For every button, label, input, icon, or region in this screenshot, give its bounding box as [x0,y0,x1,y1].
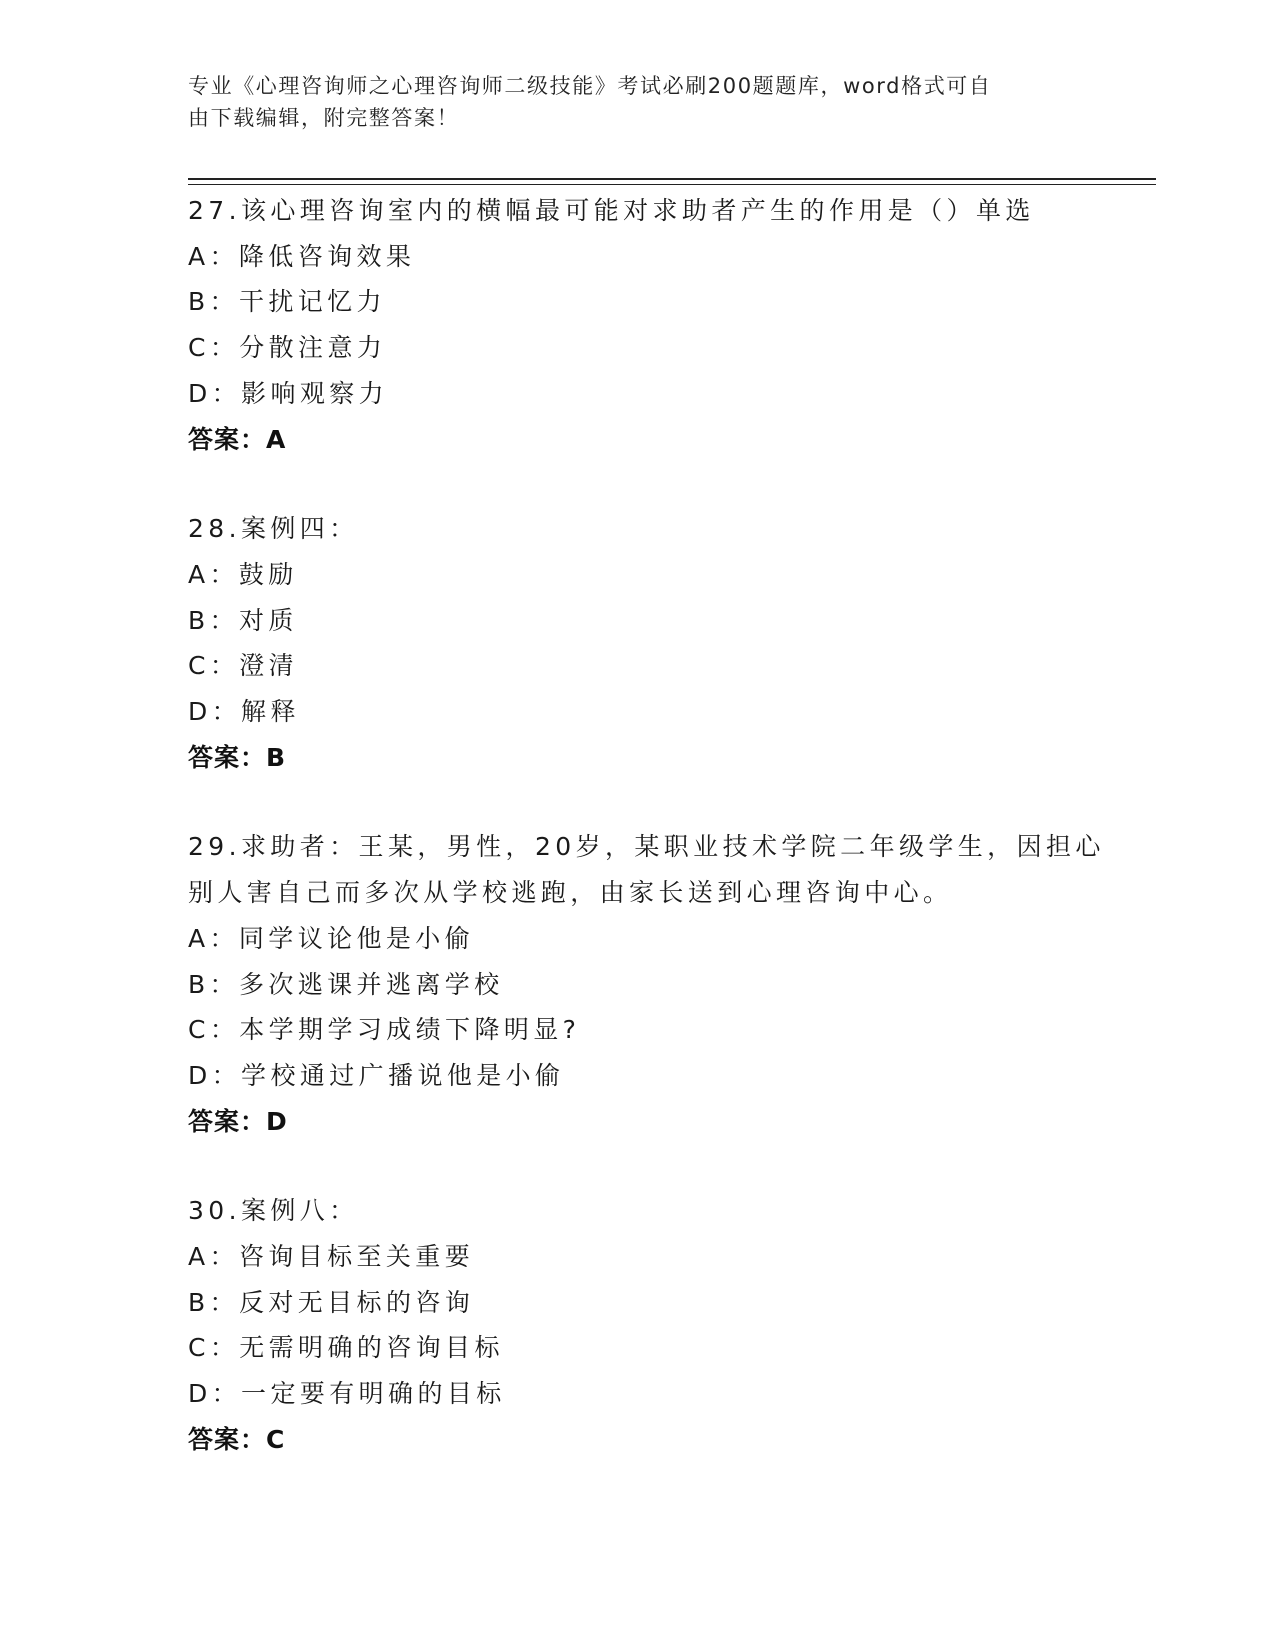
question-stem: 30.案例八： [188,1196,359,1226]
header-line-2: 由下载编辑，附完整答案！ [188,106,460,130]
option-d: D：一定要有明确的目标 [188,1379,506,1409]
option-b: B：干扰记忆力 [188,287,386,317]
answer: 答案：D [188,1106,288,1136]
option-a: A：鼓励 [188,559,298,589]
question-stem-line-2: 别人害自己而多次从学校逃跑，由家长送到心理咨询中心。 [188,878,953,908]
header-rule-thin [188,184,1156,185]
header-line-1: 专业《心理咨询师之心理咨询师二级技能》考试必刷200题题库，word格式可自 [188,74,992,98]
option-d: D：影响观察力 [188,378,389,408]
option-c: C：澄清 [188,651,299,681]
option-c: C：本学期学习成绩下降明显? [188,1015,581,1045]
question-28 [188,506,1148,780]
option-d: D：解释 [188,697,300,727]
option-a: A：同学议论他是小偷 [188,923,475,953]
answer: 答案：B [188,742,287,772]
document-header [188,70,1088,134]
header-rule-thick [188,178,1156,180]
answer: 答案：A [188,424,287,454]
option-a: A：降低咨询效果 [188,241,416,271]
option-a: A：咨询目标至关重要 [188,1242,475,1272]
option-b: B：多次逃课并逃离学校 [188,969,504,999]
question-stem: 27.该心理咨询室内的横幅最可能对求助者产生的作用是（）单选 [188,196,1035,225]
question-stem-line-1: 29.求助者：王某，男性，20岁，某职业技术学院二年级学生，因担心 [188,832,1105,862]
option-c: C：分散注意力 [188,333,387,363]
option-d: D：学校通过广播说他是小偷 [188,1060,565,1090]
option-b: B：反对无目标的咨询 [188,1287,475,1317]
question-29 [188,824,1148,1144]
answer: 答案：C [188,1424,286,1454]
option-c: C：无需明确的咨询目标 [188,1333,504,1363]
question-list [188,188,1148,1507]
question-27 [188,188,1148,462]
option-b: B：对质 [188,605,298,635]
question-stem: 28.案例四： [188,514,359,544]
question-30 [188,1188,1148,1462]
